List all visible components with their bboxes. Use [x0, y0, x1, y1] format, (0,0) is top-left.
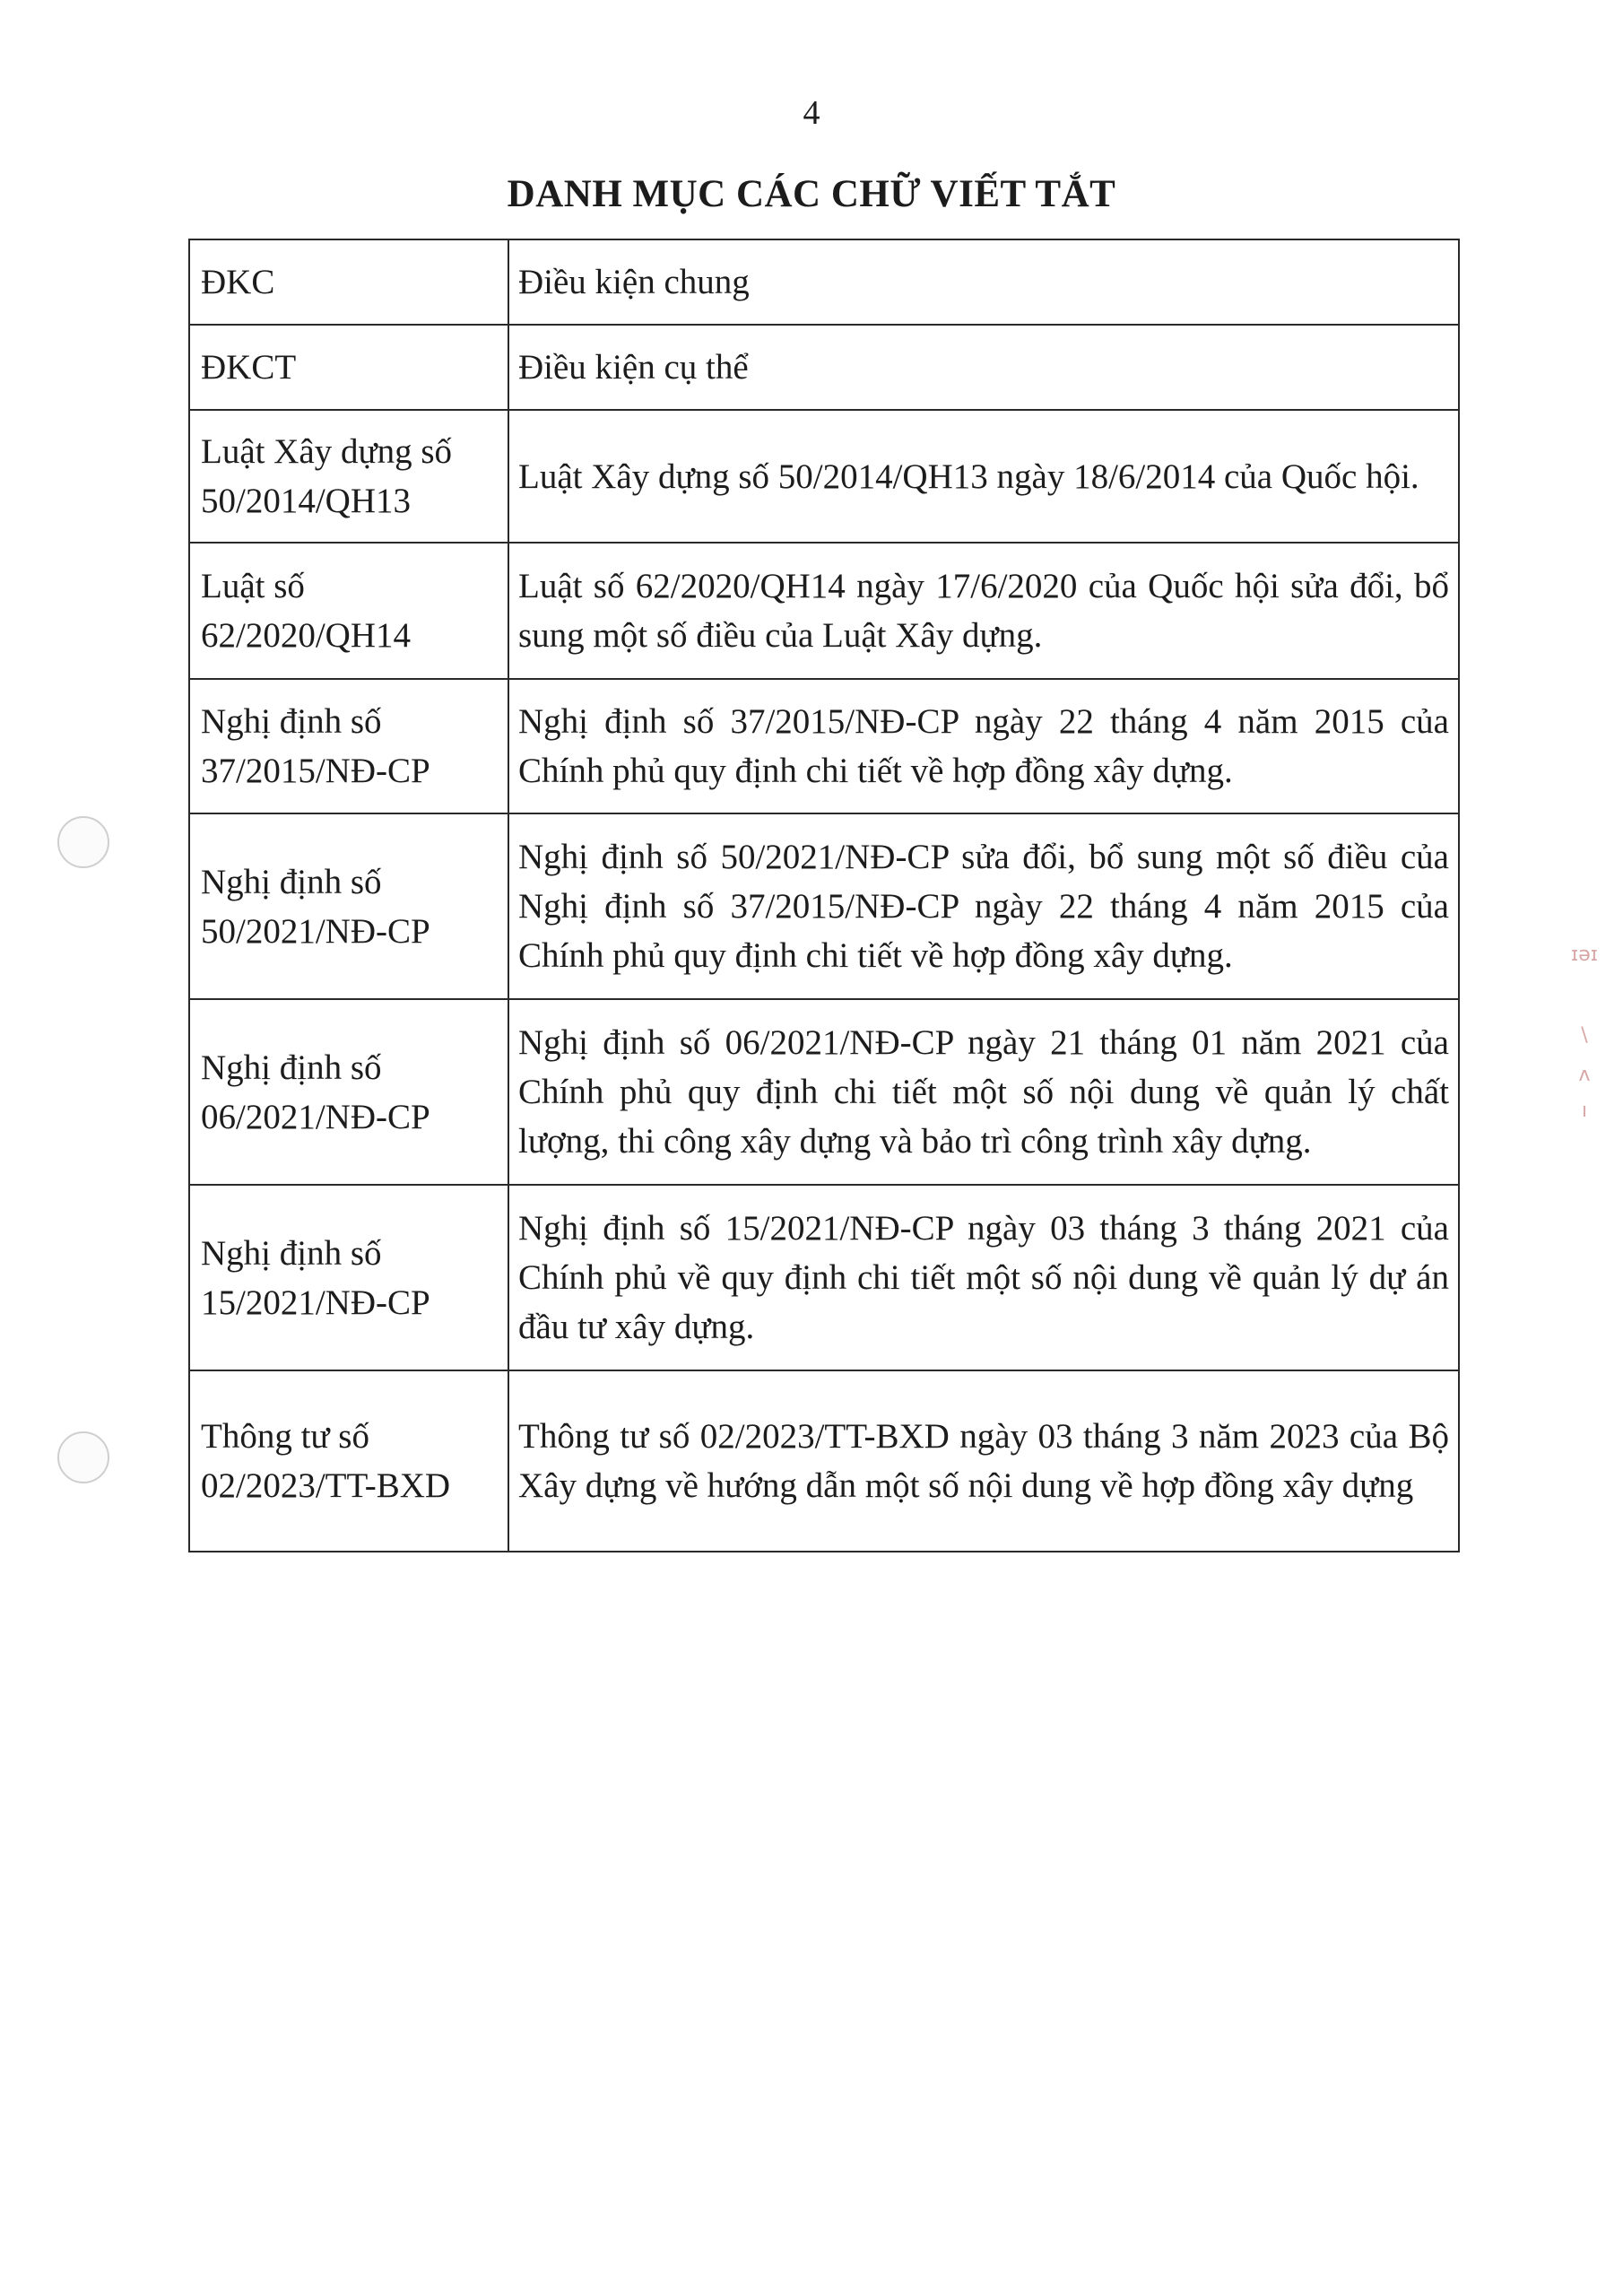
margin-mark: ɪǝɪ [1571, 944, 1598, 966]
table-row [189, 999, 1459, 1185]
abbreviation-meaning: Thông tư số 02/2023/TT-BXD ngày 03 tháng 3 năm 2023 của Bộ Xây dựng về hướng dẫn một số nội dung về hợp đồng xây dựng [508, 1370, 1459, 1552]
punch-hole-bottom [57, 1431, 109, 1483]
abbreviation-term: ĐKCT [189, 325, 508, 410]
abbreviations-table [188, 239, 1460, 1552]
table-row [189, 239, 1459, 325]
abbreviation-meaning: Nghị định số 37/2015/NĐ-CP ngày 22 tháng 4 năm 2015 của Chính phủ quy định chi tiết về hợp đồng xây dựng. [508, 679, 1459, 813]
abbreviation-meaning: Luật Xây dựng số 50/2014/QH13 ngày 18/6/2014 của Quốc hội. [508, 410, 1459, 543]
abbreviation-meaning: Nghị định số 50/2021/NĐ-CP sửa đổi, bổ sung một số điều của Nghị định số 37/2015/NĐ-CP ngày 22 tháng 4 năm 2015 của Chính phủ quy định chi tiết về hợp đồng xây dựng. [508, 813, 1459, 999]
abbreviation-meaning: Nghị định số 06/2021/NĐ-CP ngày 21 tháng 01 năm 2021 của Chính phủ quy định chi tiết một số nội dung về quản lý chất lượng, thi công xây dựng và bảo trì công trình xây dựng. [508, 999, 1459, 1185]
abbreviation-term: Luật số 62/2020/QH14 [189, 543, 508, 679]
table-row [189, 325, 1459, 410]
page-title: DANH MỤC CÁC CHỮ VIẾT TẮT [507, 173, 1116, 215]
table-row [189, 1370, 1459, 1552]
table-row [189, 813, 1459, 999]
abbreviation-meaning: Điều kiện chung [508, 239, 1459, 325]
abbreviation-term: Nghị định số 15/2021/NĐ-CP [189, 1185, 508, 1370]
abbreviation-term: Nghị định số 50/2021/NĐ-CP [189, 813, 508, 999]
table-row [189, 679, 1459, 813]
margin-mark: \ [1581, 1024, 1588, 1047]
abbreviation-term: Nghị định số 06/2021/NĐ-CP [189, 999, 508, 1185]
table-row [189, 543, 1459, 679]
abbreviation-term: Thông tư số 02/2023/TT-BXD [189, 1370, 508, 1552]
abbreviation-meaning: Nghị định số 15/2021/NĐ-CP ngày 03 tháng 3 tháng 2021 của Chính phủ về quy định chi tiết một số nội dung về quản lý dự án đầu tư xây dựng. [508, 1185, 1459, 1370]
abbreviation-meaning: Luật số 62/2020/QH14 ngày 17/6/2020 của Quốc hội sửa đổi, bổ sung một số điều của Luật Xây dựng. [508, 543, 1459, 679]
abbreviation-meaning: Điều kiện cụ thể [508, 325, 1459, 410]
abbreviation-term: Nghị định số 37/2015/NĐ-CP [189, 679, 508, 813]
table-row [189, 1185, 1459, 1370]
margin-mark: ʌ [1578, 1064, 1591, 1086]
abbreviation-term: ĐKC [189, 239, 508, 325]
table-row [189, 410, 1459, 543]
page-number: 4 [803, 94, 820, 132]
abbreviation-term: Luật Xây dựng số 50/2014/QH13 [189, 410, 508, 543]
margin-mark: ı [1581, 1100, 1588, 1122]
punch-hole-top [57, 816, 109, 868]
